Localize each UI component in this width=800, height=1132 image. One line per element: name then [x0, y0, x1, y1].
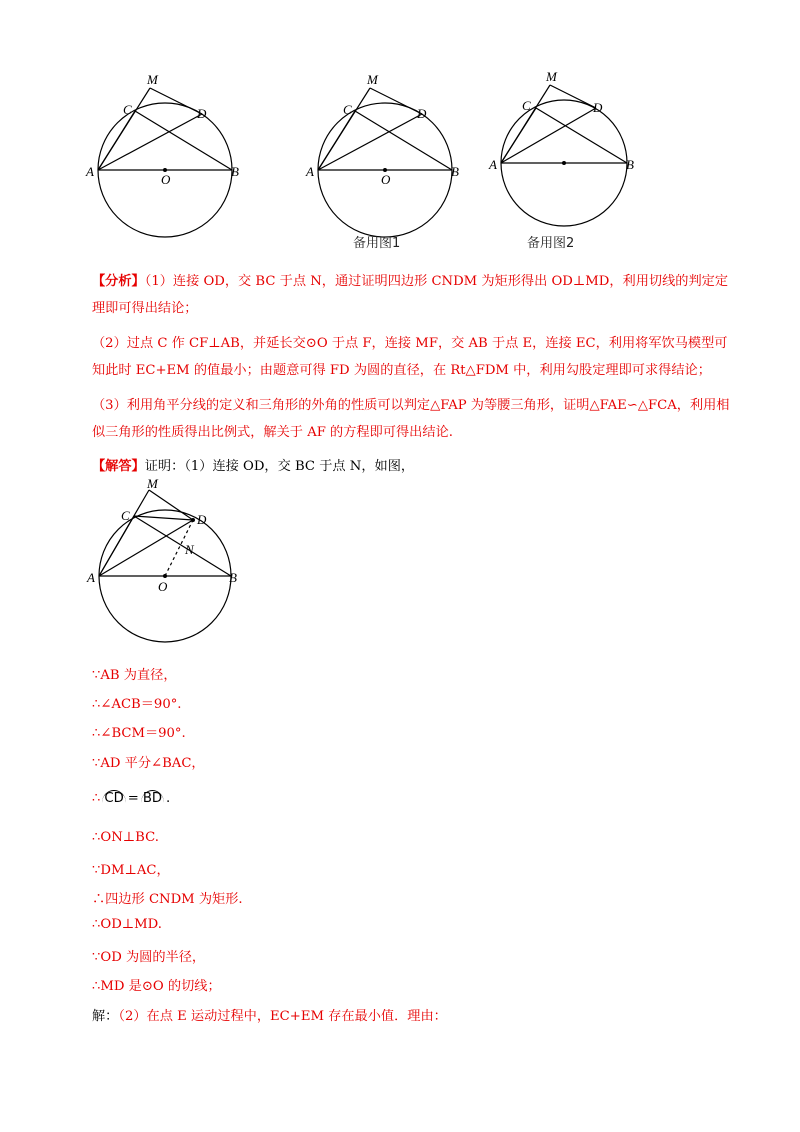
arc-bd: BD [142, 791, 163, 806]
label-B: B [229, 570, 237, 585]
label-A: A [489, 157, 497, 172]
solution-intro [92, 455, 414, 474]
analysis-text-2: （2）过点 C 作 CF⊥AB，并延长交⊙O 于点 F，连接 MF，交 AB 于点 E，连接 EC，利用将军饮马模型可知此时 EC+EM 的值最小；由题意可得 FD 为圆的直径，在 Rt△FDM 中，利用勾股定理即可求得结论； [92, 336, 728, 378]
analysis-text-3: （3）利用角平分线的定义和三角形的外角的性质可以判定△FAP 为等腰三角形，证明△FAE∽△FCA，利用相似三角形的性质得出比例式，解关于 AF 的方程即可得出结论. [92, 398, 730, 440]
label-D: D [197, 106, 207, 121]
figure-solution [85, 478, 255, 648]
figure-main [85, 70, 255, 260]
label-M: M [147, 72, 158, 87]
analysis-p2 [92, 330, 732, 384]
label-B: B [231, 164, 239, 179]
label-C: C [522, 98, 531, 113]
step-1: ∵AB 为直径， [92, 668, 177, 683]
arc-period: . [166, 791, 171, 806]
part2-text: （2）在点 E 运动过程中，EC+EM 存在最小值．理由： [118, 1009, 447, 1024]
label-C: C [121, 508, 130, 523]
step-6: ∴ON⊥BC. [92, 830, 159, 845]
label-M: M [546, 69, 557, 84]
label-D: D [593, 100, 603, 115]
analysis-p1 [92, 268, 732, 322]
step-4: ∵AD 平分∠BAC， [92, 756, 205, 771]
label-A: A [87, 570, 95, 585]
solution-intro-text: 证明：（1）连接 OD，交 BC 于点 N，如图， [144, 459, 415, 474]
caption-spare-1: 备用图1 [353, 236, 401, 251]
step-11: ∴MD 是⊙O 的切线； [92, 979, 221, 994]
step-8: ∴四边形 CNDM 为矩形. [92, 892, 243, 907]
step-5-arcs [92, 790, 170, 806]
label-O: O [161, 172, 171, 187]
label-B: B [451, 164, 459, 179]
label-O: O [158, 579, 168, 594]
label-B: B [626, 157, 634, 172]
step-9: ∴OD⊥MD. [92, 917, 162, 932]
step-7: ∵DM⊥AC， [92, 863, 170, 878]
label-N: N [185, 542, 194, 557]
figure-spare-2 [484, 66, 654, 246]
therefore-symbol: ∴ [92, 791, 101, 806]
analysis-tag: 【分析】 [92, 274, 145, 289]
label-A: A [86, 164, 94, 179]
label-C: C [343, 102, 352, 117]
part2-line [92, 1005, 447, 1024]
analysis-p3 [92, 392, 732, 446]
caption-spare-2: 备用图2 [527, 236, 575, 251]
label-A: A [306, 164, 314, 179]
label-O: O [381, 172, 391, 187]
label-M: M [147, 478, 158, 491]
label-C: C [123, 102, 132, 117]
label-D: D [197, 512, 207, 527]
step-3: ∴∠BCM＝90°. [92, 726, 186, 741]
part2-prefix: 解： [92, 1009, 119, 1024]
solution-tag: 【解答】 [92, 459, 145, 474]
arc-cd: CD [104, 791, 124, 806]
arc-equals: = [127, 791, 139, 806]
step-10: ∵OD 为圆的半径， [92, 950, 206, 965]
label-M: M [367, 72, 378, 87]
step-2: ∴∠ACB＝90°. [92, 697, 182, 712]
label-D: D [417, 106, 427, 121]
analysis-text-1: （1）连接 OD，交 BC 于点 N，通过证明四边形 CNDM 为矩形得出 OD⊥MD，利用切线的判定定理即可得出结论； [92, 274, 729, 316]
